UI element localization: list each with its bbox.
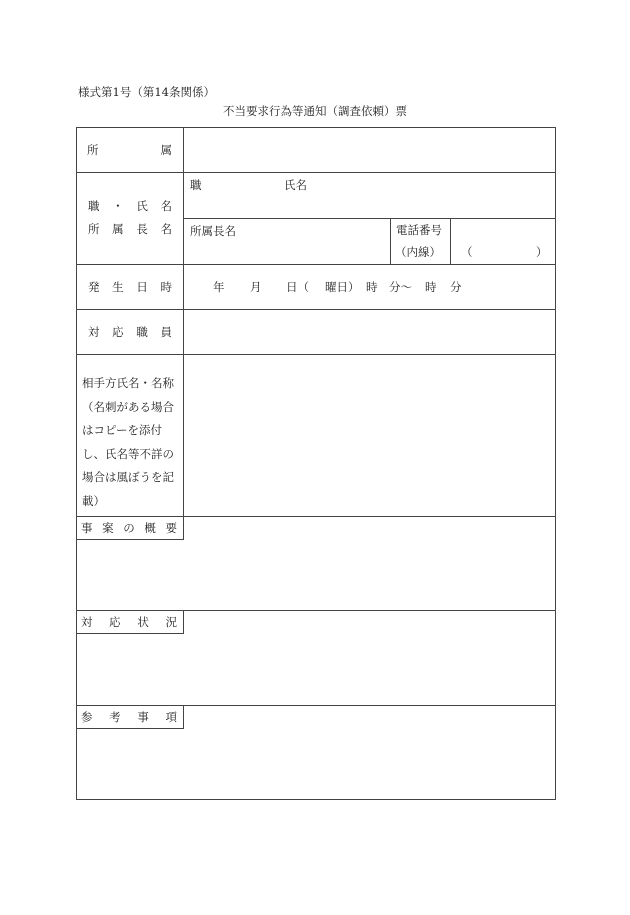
head-name-label: 所属長名 <box>190 224 236 238</box>
table-border-bottom <box>76 799 556 800</box>
phone-paren-close: ） <box>536 245 548 259</box>
occurrence-hour: 時 <box>366 280 378 294</box>
notes-label: 参 考 事 項 <box>81 710 177 724</box>
row-line-7 <box>76 610 556 611</box>
phone-divider-right <box>450 218 451 264</box>
phone-paren-open: （ <box>461 245 473 259</box>
staff-label-line2: 所 属 長 名 <box>88 222 172 236</box>
status-label: 対 応 状 況 <box>81 615 177 629</box>
occurrence-year: 年 <box>213 280 225 294</box>
row-line-2 <box>183 218 556 219</box>
table-border-right <box>555 127 556 800</box>
occurrence-month: 月 <box>250 280 262 294</box>
staff-label-line1: 職 ・ 氏 名 <box>88 199 172 213</box>
notes-field[interactable] <box>77 729 555 799</box>
phone-label: 電話番号 <box>396 223 442 237</box>
row-line-8 <box>76 705 556 706</box>
occurrence-label: 発 生 日 時 <box>88 280 172 294</box>
status-label-box-right <box>183 610 184 634</box>
occurrence-hour-to: 時 <box>425 280 437 294</box>
overview-field[interactable] <box>77 540 555 610</box>
occurrence-minute-from: 分～ <box>389 280 412 294</box>
affiliation-label: 所 属 <box>87 143 172 157</box>
phone-divider-left <box>390 218 391 264</box>
staff-name-label: 氏名 <box>284 178 307 192</box>
responder-field[interactable] <box>184 310 555 354</box>
staff-position-label: 職 <box>190 178 202 192</box>
occurrence-day: 日（ <box>286 280 309 294</box>
occurrence-weekday: 曜日） <box>325 280 360 294</box>
affiliation-field[interactable] <box>184 128 555 172</box>
partner-field[interactable] <box>184 355 555 516</box>
row-line-6 <box>76 516 556 517</box>
form-title: 不当要求行為等通知（調査依頼）票 <box>223 104 407 118</box>
form-number: 様式第1号（第14条関係） <box>78 85 215 99</box>
overview-label: 事 案 の 概 要 <box>81 521 177 535</box>
phone-extension-label: （内線） <box>395 245 441 259</box>
row-line-3 <box>76 264 556 265</box>
responder-label: 対 応 職 員 <box>88 325 172 339</box>
occurrence-minute-to: 分 <box>450 280 462 294</box>
partner-label: 相手方氏名・名称 （名刺がある場合 はコピーを添付 し、氏名等不詳の 場合は風ぼうを記 載） <box>82 376 174 508</box>
row-line-1 <box>76 172 556 173</box>
status-field[interactable] <box>77 634 555 705</box>
notes-label-box-right <box>183 705 184 729</box>
